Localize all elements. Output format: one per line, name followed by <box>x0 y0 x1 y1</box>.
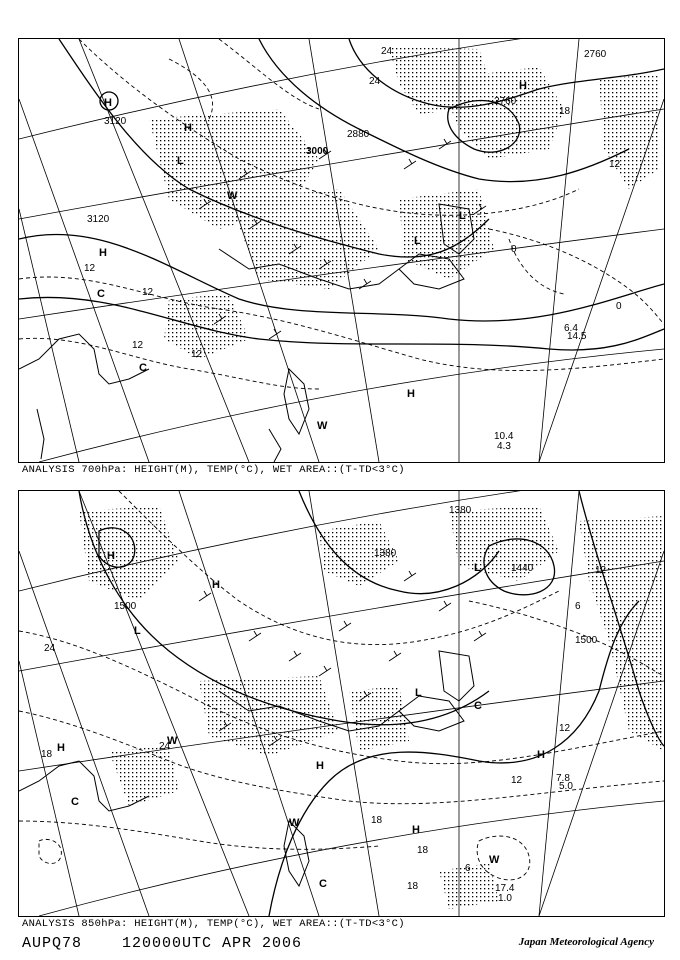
temp-label: 12 <box>142 287 154 298</box>
caption-700hpa: ANALYSIS 700hPa: HEIGHT(M), TEMP(°C), WET AREA::(T-TD<3°C) <box>22 464 405 476</box>
station-value: 17.4 <box>495 883 515 894</box>
high-symbol: H <box>99 247 107 259</box>
warm-symbol: W <box>317 420 328 432</box>
height-label: 1500 <box>575 635 598 646</box>
cold-symbol: C <box>474 700 482 712</box>
high-symbol: H <box>412 824 420 836</box>
temp-label: 24 <box>159 741 171 752</box>
temp-label: 12 <box>595 565 607 576</box>
wet-areas <box>149 47 659 359</box>
high-symbol: H <box>184 122 192 134</box>
height-label: 2880 <box>347 129 370 140</box>
height-label: 1380 <box>374 548 397 559</box>
agency-name: Japan Meteorological Agency <box>518 936 654 948</box>
temp-label: 24 <box>381 46 393 57</box>
temp-label: 24 <box>369 76 381 87</box>
station-value: 7.8 <box>556 773 570 784</box>
height-label: 2760 <box>584 49 607 60</box>
high-symbol: H <box>316 760 324 772</box>
temp-label: 6 <box>465 863 471 874</box>
cold-symbol: C <box>319 878 327 890</box>
height-label: 3000 <box>306 146 329 157</box>
warm-symbol: W <box>489 854 500 866</box>
map-panel-700hpa <box>18 38 665 463</box>
station-value: 10.4 <box>494 431 514 442</box>
height-label: 3120 <box>104 116 127 127</box>
map-700hpa-svg <box>19 39 664 462</box>
temp-label: 18 <box>559 106 571 117</box>
map-panel-850hpa <box>18 490 665 917</box>
temp-label: 18 <box>371 815 383 826</box>
temp-label: 12 <box>609 159 621 170</box>
station-value: 6.4 <box>564 323 578 334</box>
temp-label: 18 <box>407 881 419 892</box>
station-value: 1.0 <box>498 893 512 904</box>
cold-symbol: C <box>139 362 147 374</box>
height-label: 3120 <box>87 214 110 225</box>
station-value: 14.5 <box>567 331 587 342</box>
temp-label: 12 <box>132 340 144 351</box>
chart-id-and-time <box>22 935 302 952</box>
temp-label: 18 <box>41 749 53 760</box>
high-symbol: H <box>519 80 527 92</box>
temp-label: 12 <box>84 263 96 274</box>
high-symbol: H <box>57 742 65 754</box>
warm-symbol: W <box>227 190 238 202</box>
caption-850hpa: ANALYSIS 850hPa: HEIGHT(M), TEMP(°C), WET AREA::(T-TD<3°C) <box>22 918 405 930</box>
temp-label: 12 <box>559 723 571 734</box>
temp-label: 24 <box>44 643 56 654</box>
high-symbol: H <box>104 97 112 109</box>
temp-label: 6 <box>575 601 581 612</box>
cold-symbol: C <box>97 288 105 300</box>
temp-label: 12 <box>511 775 523 786</box>
warm-symbol: W <box>289 817 300 829</box>
low-symbol: L <box>414 235 421 247</box>
height-label: 1500 <box>114 601 137 612</box>
high-symbol: H <box>107 550 115 562</box>
temp-label: 0 <box>616 301 622 312</box>
low-symbol: L <box>177 155 184 167</box>
high-symbol: H <box>407 388 415 400</box>
height-label: 1380 <box>449 505 472 516</box>
wet-areas <box>79 506 664 909</box>
temp-label: 18 <box>417 845 429 856</box>
high-symbol: H <box>537 749 545 761</box>
height-label: 2760 <box>494 96 517 107</box>
station-values <box>494 323 587 452</box>
low-symbol: L <box>134 625 141 637</box>
station-value: 5.0 <box>559 781 573 792</box>
low-symbol: L <box>415 687 422 699</box>
valid-time: 120000UTC APR 2006 <box>122 935 303 952</box>
station-value: 4.3 <box>497 441 511 452</box>
low-symbol: L <box>459 210 466 222</box>
station-values <box>495 773 573 904</box>
cold-symbol: C <box>71 796 79 808</box>
chart-id: AUPQ78 <box>22 935 83 952</box>
warm-symbol: W <box>167 735 178 747</box>
map-850hpa-svg <box>19 491 664 916</box>
high-symbol: H <box>212 579 220 591</box>
temp-label: 12 <box>191 349 203 360</box>
low-symbol: L <box>474 562 481 574</box>
height-label: 1440 <box>511 563 534 574</box>
temp-label: 0 <box>511 244 517 255</box>
